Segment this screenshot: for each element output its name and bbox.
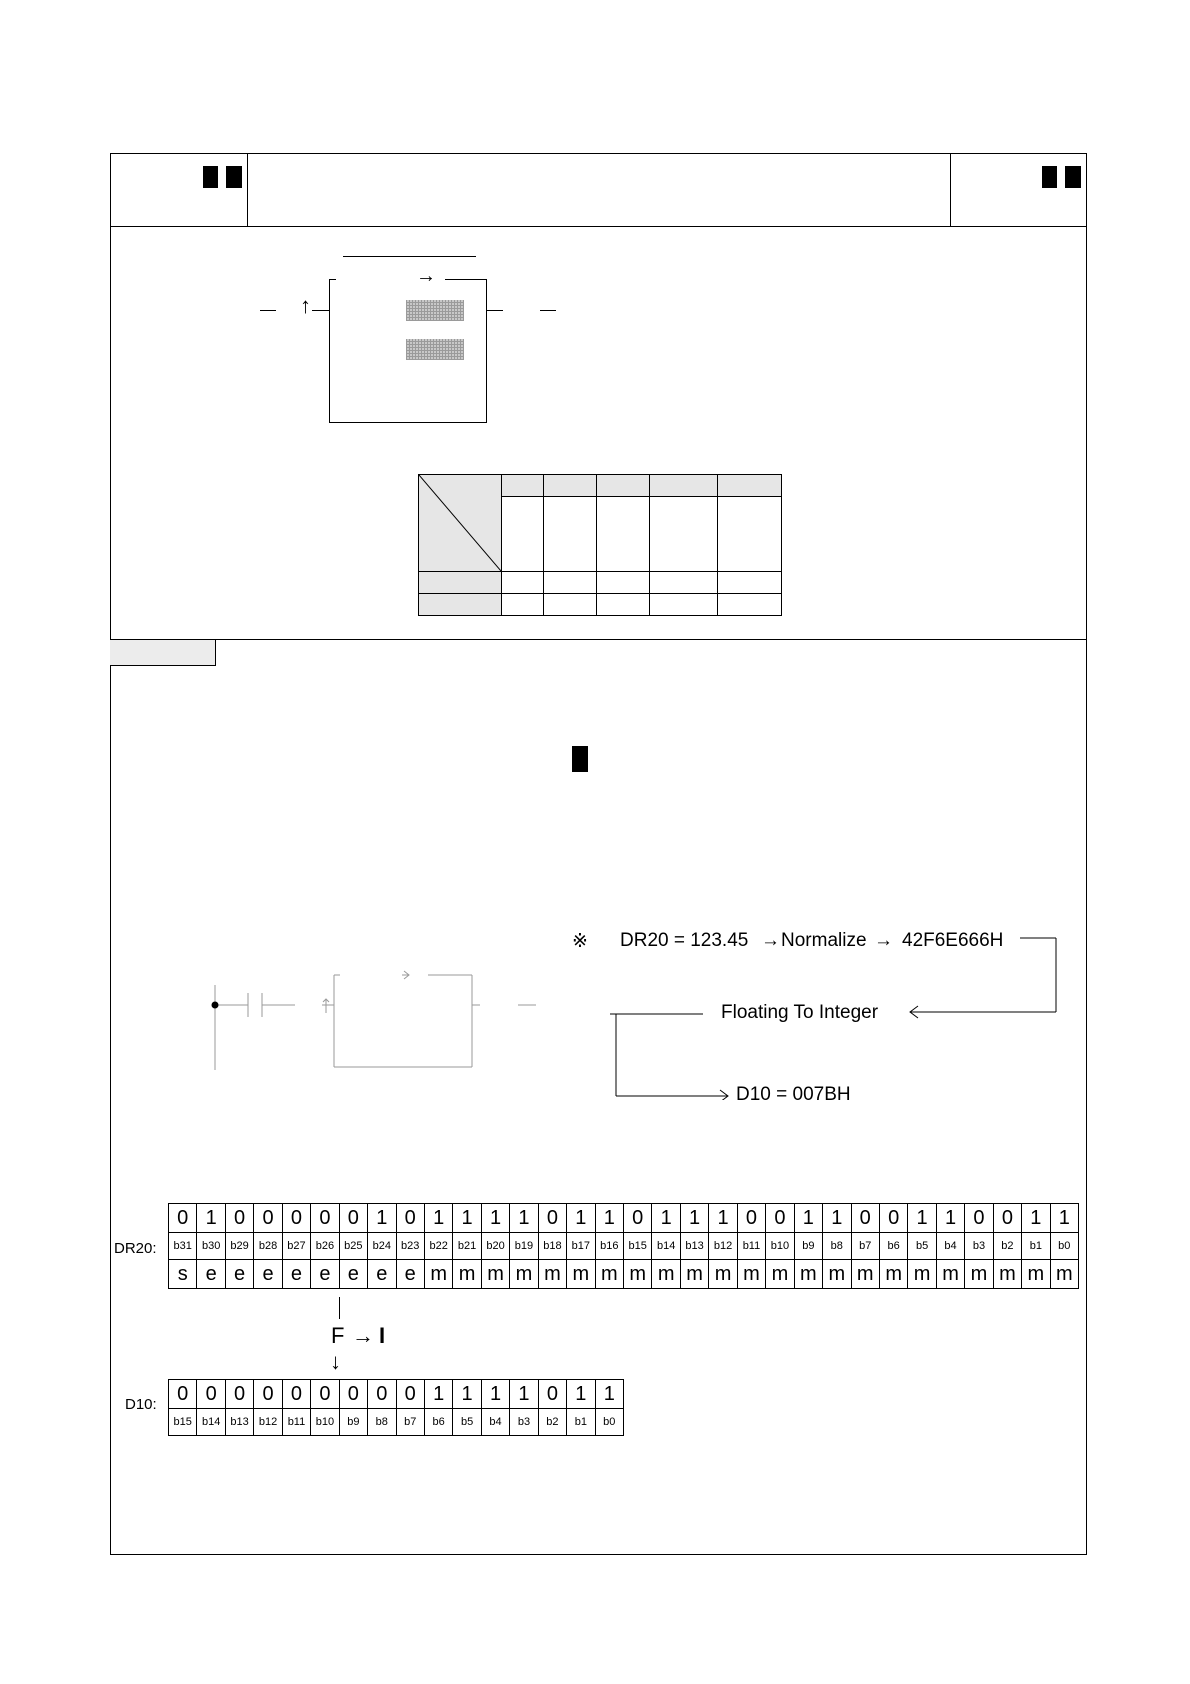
d10-bit-table bbox=[168, 1379, 624, 1436]
spec-header-cell bbox=[544, 475, 597, 497]
d10-bit-value: 0 bbox=[282, 1380, 310, 1409]
dr20-bit-field: m bbox=[680, 1260, 708, 1289]
dr20-bit-field: m bbox=[879, 1260, 907, 1289]
dr20-bit-field: e bbox=[339, 1260, 367, 1289]
dr20-bit-value: 1 bbox=[595, 1204, 623, 1233]
spec-cell bbox=[502, 594, 544, 616]
dr20-bit-field: m bbox=[652, 1260, 680, 1289]
dr20-bit-label: b14 bbox=[652, 1233, 680, 1260]
symbol-top-rule bbox=[343, 256, 476, 257]
dr20-bit-label: b16 bbox=[595, 1233, 623, 1260]
dr20-bit-value: 1 bbox=[567, 1204, 595, 1233]
conversion-from: F bbox=[331, 1323, 345, 1348]
section-tab bbox=[110, 639, 216, 666]
dr20-bit-field: m bbox=[766, 1260, 794, 1289]
dr20-bit-label: b21 bbox=[453, 1233, 481, 1260]
spec-cell bbox=[597, 594, 650, 616]
d10-bit-value: 0 bbox=[396, 1380, 424, 1409]
dr20-bit-label: b30 bbox=[197, 1233, 225, 1260]
dr20-bit-value: 1 bbox=[510, 1204, 538, 1233]
d10-bit-value: 1 bbox=[453, 1380, 481, 1409]
dr20-bit-label: b4 bbox=[936, 1233, 964, 1260]
d10-bit-value: 0 bbox=[254, 1380, 282, 1409]
dr20-bit-value: 0 bbox=[766, 1204, 794, 1233]
result-value: D10 = 007BH bbox=[736, 1084, 851, 1105]
symbol-output-line bbox=[487, 310, 503, 311]
redacted-block bbox=[572, 746, 588, 772]
header-bottom-rule bbox=[110, 226, 1087, 227]
spec-cell bbox=[650, 594, 718, 616]
dr20-bit-label: b9 bbox=[794, 1233, 822, 1260]
dr20-bit-value: 1 bbox=[1050, 1204, 1078, 1233]
dr20-bit-field: m bbox=[481, 1260, 509, 1289]
dr20-bit-label: b31 bbox=[169, 1233, 197, 1260]
conversion-label: Floating To Integer bbox=[721, 1002, 879, 1023]
symbol-left-tick bbox=[260, 310, 276, 311]
dr20-bit-value: 1 bbox=[368, 1204, 396, 1233]
spec-corner-cell bbox=[419, 475, 502, 572]
dr20-bit-value: 1 bbox=[197, 1204, 225, 1233]
d10-bit-value: 0 bbox=[538, 1380, 566, 1409]
dr20-bit-field: e bbox=[282, 1260, 310, 1289]
operand-field-hatched bbox=[406, 339, 464, 360]
dr20-bit-label: b23 bbox=[396, 1233, 424, 1260]
dr20-field-row bbox=[169, 1260, 1079, 1289]
dr20-bit-value: 1 bbox=[680, 1204, 708, 1233]
redacted-block bbox=[1065, 166, 1081, 188]
d10-bit-value: 1 bbox=[510, 1380, 538, 1409]
dr20-bit-label: b5 bbox=[908, 1233, 936, 1260]
dr20-bit-label: b24 bbox=[368, 1233, 396, 1260]
dr20-bit-value: 1 bbox=[1022, 1204, 1050, 1233]
d10-bit-label: b8 bbox=[368, 1409, 396, 1436]
spec-cell bbox=[650, 572, 718, 594]
header-divider-left bbox=[247, 153, 248, 227]
dr20-bit-field: m bbox=[965, 1260, 993, 1289]
dr20-bit-value: 0 bbox=[737, 1204, 765, 1233]
symbol-right-arrow: → bbox=[416, 265, 436, 287]
dr20-bit-label: b19 bbox=[510, 1233, 538, 1260]
dr20-bit-field: m bbox=[453, 1260, 481, 1289]
dr20-bit-field: m bbox=[709, 1260, 737, 1289]
dr20-bit-label: b25 bbox=[339, 1233, 367, 1260]
d10-bit-label: b3 bbox=[510, 1409, 538, 1436]
dr20-bit-value: 0 bbox=[538, 1204, 566, 1233]
d10-bit-value: 0 bbox=[311, 1380, 339, 1409]
symbol-input-line bbox=[312, 310, 329, 311]
dr20-bit-field: m bbox=[993, 1260, 1021, 1289]
symbol-right-tick bbox=[540, 310, 556, 311]
d10-bit-label: b0 bbox=[595, 1409, 623, 1436]
d10-bit-label: b7 bbox=[396, 1409, 424, 1436]
d10-bit-value: 1 bbox=[567, 1380, 595, 1409]
dr20-bit-field: m bbox=[737, 1260, 765, 1289]
dr20-bit-label: b17 bbox=[567, 1233, 595, 1260]
redacted-block bbox=[203, 166, 218, 188]
dr20-bit-value: 0 bbox=[225, 1204, 253, 1233]
dr20-bit-field: m bbox=[624, 1260, 652, 1289]
d10-bit-value: 1 bbox=[424, 1380, 452, 1409]
spec-cell bbox=[718, 594, 782, 616]
dr20-bit-label: b0 bbox=[1050, 1233, 1078, 1260]
conversion-flow-lines bbox=[610, 930, 1065, 1100]
d10-bit-label: b6 bbox=[424, 1409, 452, 1436]
spec-cell bbox=[597, 497, 650, 572]
dr20-value-row bbox=[169, 1204, 1079, 1233]
conversion-marker-line bbox=[339, 1297, 340, 1319]
spec-row-header bbox=[419, 572, 502, 594]
dr20-bit-value: 1 bbox=[908, 1204, 936, 1233]
ladder-diagram bbox=[200, 955, 550, 1075]
dr20-bit-value: 1 bbox=[481, 1204, 509, 1233]
dr20-bit-label: b6 bbox=[879, 1233, 907, 1260]
dr20-bit-field: e bbox=[396, 1260, 424, 1289]
spec-cell bbox=[544, 497, 597, 572]
dr20-bit-value: 0 bbox=[339, 1204, 367, 1233]
dr20-bit-value: 0 bbox=[624, 1204, 652, 1233]
dr20-bit-label: b2 bbox=[993, 1233, 1021, 1260]
formula-arrow-2: → bbox=[874, 930, 893, 951]
dr20-bit-label: b7 bbox=[851, 1233, 879, 1260]
symbol-box-top-left bbox=[329, 279, 336, 280]
spec-header-cell bbox=[502, 475, 544, 497]
dr20-bit-field: e bbox=[254, 1260, 282, 1289]
dr20-bit-value: 0 bbox=[396, 1204, 424, 1233]
dr20-bit-value: 1 bbox=[936, 1204, 964, 1233]
symbol-box-bottom bbox=[329, 422, 487, 423]
dr20-label: DR20: bbox=[114, 1240, 157, 1257]
redacted-block bbox=[226, 166, 242, 188]
d10-label: D10: bbox=[125, 1396, 157, 1413]
formula-arrow-1: → bbox=[761, 930, 780, 951]
formula-hex-value: 42F6E666H bbox=[902, 930, 1004, 951]
dr20-bit-field: m bbox=[823, 1260, 851, 1289]
spec-header-cell bbox=[597, 475, 650, 497]
formula-step-normalize: Normalize bbox=[781, 930, 867, 951]
dr20-bit-label: b20 bbox=[481, 1233, 509, 1260]
dr20-bit-value: 0 bbox=[993, 1204, 1021, 1233]
conversion-arrow: → bbox=[352, 1323, 374, 1348]
dr20-bit-field: e bbox=[197, 1260, 225, 1289]
dr20-bit-label-row bbox=[169, 1233, 1079, 1260]
dr20-bit-value: 0 bbox=[879, 1204, 907, 1233]
formula-lhs: DR20 = 123.45 bbox=[620, 930, 749, 951]
dr20-bit-label: b3 bbox=[965, 1233, 993, 1260]
spec-cell bbox=[544, 572, 597, 594]
spec-cell bbox=[544, 594, 597, 616]
symbol-box-right bbox=[486, 279, 487, 423]
dr20-bit-field: m bbox=[595, 1260, 623, 1289]
dr20-bit-label: b28 bbox=[254, 1233, 282, 1260]
spec-header-cell bbox=[650, 475, 718, 497]
dr20-bit-value: 0 bbox=[254, 1204, 282, 1233]
dr20-bit-label: b10 bbox=[766, 1233, 794, 1260]
spec-cell bbox=[718, 497, 782, 572]
operand-spec-table bbox=[418, 474, 782, 616]
d10-bit-value: 1 bbox=[481, 1380, 509, 1409]
dr20-bit-field: m bbox=[1022, 1260, 1050, 1289]
dr20-bit-field: e bbox=[368, 1260, 396, 1289]
dr20-bit-field: m bbox=[936, 1260, 964, 1289]
spec-row-header bbox=[419, 594, 502, 616]
spec-cell bbox=[502, 497, 544, 572]
dr20-bit-value: 0 bbox=[851, 1204, 879, 1233]
redacted-block bbox=[1042, 166, 1057, 188]
dr20-bit-label: b18 bbox=[538, 1233, 566, 1260]
d10-bit-label: b10 bbox=[311, 1409, 339, 1436]
dr20-bit-value: 0 bbox=[311, 1204, 339, 1233]
spec-header-cell bbox=[718, 475, 782, 497]
dr20-bit-label: b8 bbox=[823, 1233, 851, 1260]
dr20-bit-field: m bbox=[510, 1260, 538, 1289]
spec-cell bbox=[718, 572, 782, 594]
dr20-bit-value: 1 bbox=[823, 1204, 851, 1233]
dr20-bit-field: m bbox=[1050, 1260, 1078, 1289]
dr20-bit-field: m bbox=[908, 1260, 936, 1289]
dr20-bit-label: b22 bbox=[424, 1233, 452, 1260]
dr20-bit-label: b12 bbox=[709, 1233, 737, 1260]
symbol-box-left bbox=[329, 279, 330, 423]
dr20-bit-value: 1 bbox=[794, 1204, 822, 1233]
operand-field-hatched bbox=[406, 300, 464, 321]
conversion-to: I bbox=[379, 1323, 386, 1348]
dr20-bit-value: 0 bbox=[169, 1204, 197, 1233]
spec-cell bbox=[502, 572, 544, 594]
spec-cell bbox=[650, 497, 718, 572]
spec-cell bbox=[597, 572, 650, 594]
header-divider-right bbox=[950, 153, 951, 227]
d10-bit-value: 0 bbox=[169, 1380, 197, 1409]
d10-bit-value: 0 bbox=[197, 1380, 225, 1409]
section-rule bbox=[110, 639, 1087, 640]
d10-value-row bbox=[169, 1380, 624, 1409]
conversion-down-arrow: ↓ bbox=[330, 1349, 341, 1374]
note-mark: ※ bbox=[572, 931, 588, 952]
dr20-bit-value: 1 bbox=[453, 1204, 481, 1233]
dr20-bit-field: m bbox=[794, 1260, 822, 1289]
symbol-up-arrow: ↑ bbox=[300, 293, 311, 318]
dr20-bit-field: e bbox=[311, 1260, 339, 1289]
symbol-box-top-right bbox=[445, 279, 487, 280]
dr20-bit-table bbox=[168, 1203, 1079, 1289]
d10-bit-label: b2 bbox=[538, 1409, 566, 1436]
d10-bit-label: b13 bbox=[225, 1409, 253, 1436]
dr20-bit-value: 1 bbox=[652, 1204, 680, 1233]
d10-bit-label: b12 bbox=[254, 1409, 282, 1436]
d10-bit-label: b5 bbox=[453, 1409, 481, 1436]
dr20-bit-label: b11 bbox=[737, 1233, 765, 1260]
dr20-bit-field: m bbox=[424, 1260, 452, 1289]
d10-bit-value: 1 bbox=[595, 1380, 623, 1409]
d10-bit-label: b11 bbox=[282, 1409, 310, 1436]
d10-bit-label: b15 bbox=[169, 1409, 197, 1436]
dr20-bit-field: m bbox=[567, 1260, 595, 1289]
d10-bit-label: b4 bbox=[481, 1409, 509, 1436]
dr20-bit-value: 0 bbox=[965, 1204, 993, 1233]
dr20-bit-label: b1 bbox=[1022, 1233, 1050, 1260]
dr20-bit-field: m bbox=[851, 1260, 879, 1289]
dr20-bit-label: b26 bbox=[311, 1233, 339, 1260]
diagonal-line bbox=[419, 475, 501, 571]
d10-bit-value: 0 bbox=[339, 1380, 367, 1409]
dr20-bit-field: s bbox=[169, 1260, 197, 1289]
d10-bit-label-row bbox=[169, 1409, 624, 1436]
d10-bit-value: 0 bbox=[225, 1380, 253, 1409]
d10-bit-label: b14 bbox=[197, 1409, 225, 1436]
dr20-bit-field: m bbox=[538, 1260, 566, 1289]
dr20-bit-value: 0 bbox=[282, 1204, 310, 1233]
d10-bit-label: b1 bbox=[567, 1409, 595, 1436]
d10-bit-label: b9 bbox=[339, 1409, 367, 1436]
dr20-bit-label: b29 bbox=[225, 1233, 253, 1260]
dr20-bit-label: b15 bbox=[624, 1233, 652, 1260]
dr20-bit-value: 1 bbox=[709, 1204, 737, 1233]
d10-bit-value: 0 bbox=[368, 1380, 396, 1409]
dr20-bit-label: b27 bbox=[282, 1233, 310, 1260]
dr20-bit-value: 1 bbox=[424, 1204, 452, 1233]
page-frame bbox=[110, 153, 1087, 1555]
dr20-bit-field: e bbox=[225, 1260, 253, 1289]
dr20-bit-label: b13 bbox=[680, 1233, 708, 1260]
